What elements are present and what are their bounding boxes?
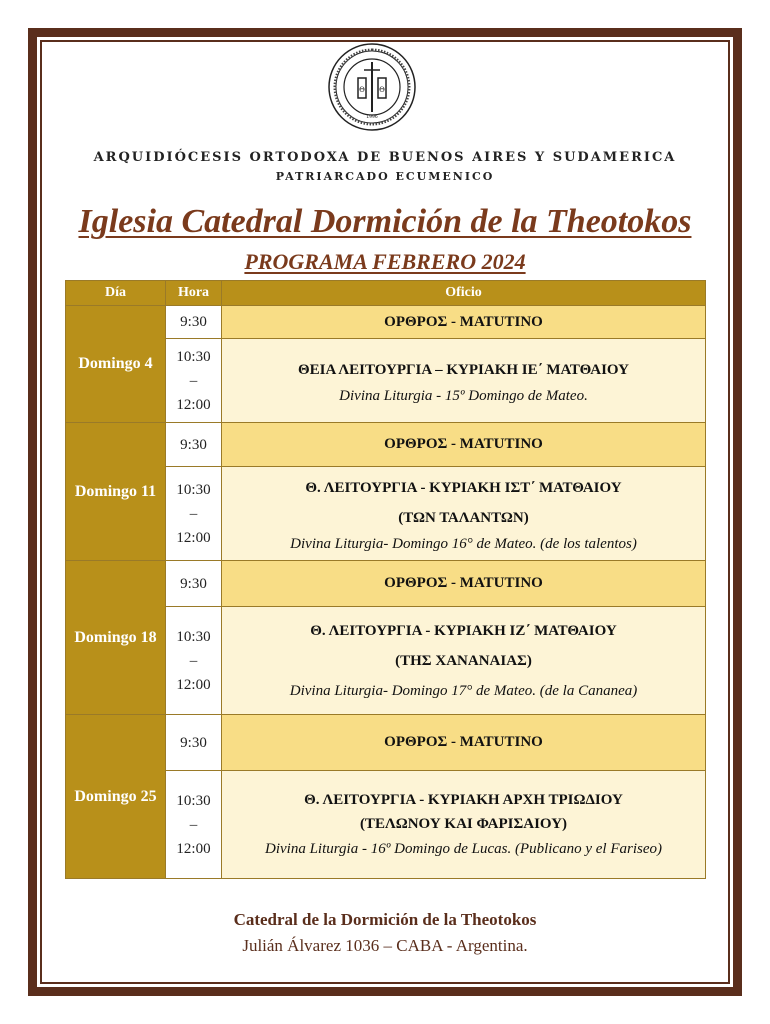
header-day: Día — [66, 281, 166, 306]
svg-text:Θ: Θ — [379, 86, 385, 94]
table-row — [66, 423, 706, 467]
svg-text:Θ: Θ — [359, 86, 365, 94]
table-row — [66, 306, 706, 339]
liturgy-greek: Θ. ΛΕΙΤΟΥΡΓΙΑ - ΚΥΡΙΑΚΗ ΙΣΤ΄ ΜΑΤΘΑΙΟΥ — [305, 479, 622, 496]
day-cell: Domingo 11 — [66, 423, 166, 561]
liturgy-greek: ΘΕΙΑ ΛΕΙΤΟΥΡΓΙΑ – ΚΥΡΙΑΚΗ ΙΕ΄ ΜΑΤΘΑΙΟΥ — [297, 361, 630, 378]
liturgy-end: 12:00 — [176, 529, 211, 546]
liturgy-greek: Θ. ΛΕΙΤΟΥΡΓΙΑ - ΚΥΡΙΑΚΗ ΙΖ΄ ΜΑΤΘΑΙΟΥ — [310, 622, 617, 639]
matins-service: ΟΡΘΡΟΣ - MATUTINO — [222, 423, 706, 467]
matins-time: 9:30 — [166, 306, 222, 339]
day-cell: Domingo 25 — [66, 715, 166, 879]
liturgy-dash: – — [189, 505, 198, 522]
liturgy-start: 10:30 — [176, 481, 211, 498]
svg-text:1996: 1996 — [366, 115, 378, 120]
archdiocese-seal-icon — [327, 42, 417, 132]
liturgy-spanish: Divina Liturgia - 15º Domingo de Mateo. — [339, 387, 588, 404]
liturgy-end: 12:00 — [176, 396, 211, 413]
page-title: Iglesia Catedral Dormición de la Theotokos — [78, 203, 692, 240]
table-header-row — [66, 281, 706, 306]
liturgy-service — [222, 467, 706, 561]
header-service: Oficio — [222, 281, 706, 306]
day-cell: Domingo 4 — [66, 306, 166, 423]
matins-service: ΟΡΘΡΟΣ - MATUTINO — [222, 561, 706, 607]
liturgy-service — [222, 607, 706, 715]
liturgy-end: 12:00 — [176, 840, 211, 857]
liturgy-time — [166, 771, 222, 879]
liturgy-greek-subtitle: (ΤΕΛΩΝΟΥ ΚΑΙ ΦΑΡΙΣΑΙΟΥ) — [359, 815, 568, 832]
archdiocese-name: ARQUIDIÓCESIS ORTODOXA DE BUENOS AIRES Y SUDAMERICA — [93, 150, 677, 165]
liturgy-start: 10:30 — [176, 792, 211, 809]
liturgy-start: 10:30 — [176, 348, 211, 365]
liturgy-spanish: Divina Liturgia- Domingo 17° de Mateo. (de la Cananea) — [289, 682, 638, 699]
liturgy-greek-subtitle: (ΤΩΝ ΤΑΛΑΝΤΩΝ) — [398, 509, 529, 526]
matins-time: 9:30 — [166, 561, 222, 607]
liturgy-end: 12:00 — [176, 676, 211, 693]
matins-time: 9:30 — [166, 715, 222, 771]
liturgy-dash: – — [189, 372, 198, 389]
matins-service: ΟΡΘΡΟΣ - MATUTINO — [222, 715, 706, 771]
liturgy-greek: Θ. ΛΕΙΤΟΥΡΓΙΑ - ΚΥΡΙΑΚΗ ΑΡΧΗ ΤΡΙΩΔΙΟΥ — [304, 791, 623, 808]
liturgy-service — [222, 339, 706, 423]
matins-time: 9:30 — [166, 423, 222, 467]
liturgy-dash: – — [189, 816, 198, 833]
liturgy-time — [166, 607, 222, 715]
footer-cathedral-name: Catedral de la Dormición de la Theotokos — [233, 910, 537, 929]
footer-address: Julián Álvarez 1036 – CABA - Argentina. — [242, 936, 528, 955]
table-row — [66, 561, 706, 607]
header-time: Hora — [166, 281, 222, 306]
liturgy-time — [166, 467, 222, 561]
schedule-table — [65, 280, 706, 879]
matins-service: ΟΡΘΡΟΣ - MATUTINO — [222, 306, 706, 339]
liturgy-spanish: Divina Liturgia- Domingo 16° de Mateo. (de los talentos) — [290, 535, 637, 552]
program-subtitle: PROGRAMA FEBRERO 2024 — [244, 249, 526, 274]
patriarchate-name: PATRIARCADO ECUMENICO — [275, 170, 495, 183]
liturgy-start: 10:30 — [176, 628, 211, 645]
table-row — [66, 715, 706, 771]
liturgy-service — [222, 771, 706, 879]
day-cell: Domingo 18 — [66, 561, 166, 715]
liturgy-time — [166, 339, 222, 423]
liturgy-spanish: Divina Liturgia - 16º Domingo de Lucas. (Publicano y el Fariseo) — [265, 840, 662, 857]
liturgy-greek-subtitle: (ΤΗΣ ΧΑΝΑΝΑΙΑΣ) — [395, 652, 532, 669]
liturgy-dash: – — [189, 652, 198, 669]
